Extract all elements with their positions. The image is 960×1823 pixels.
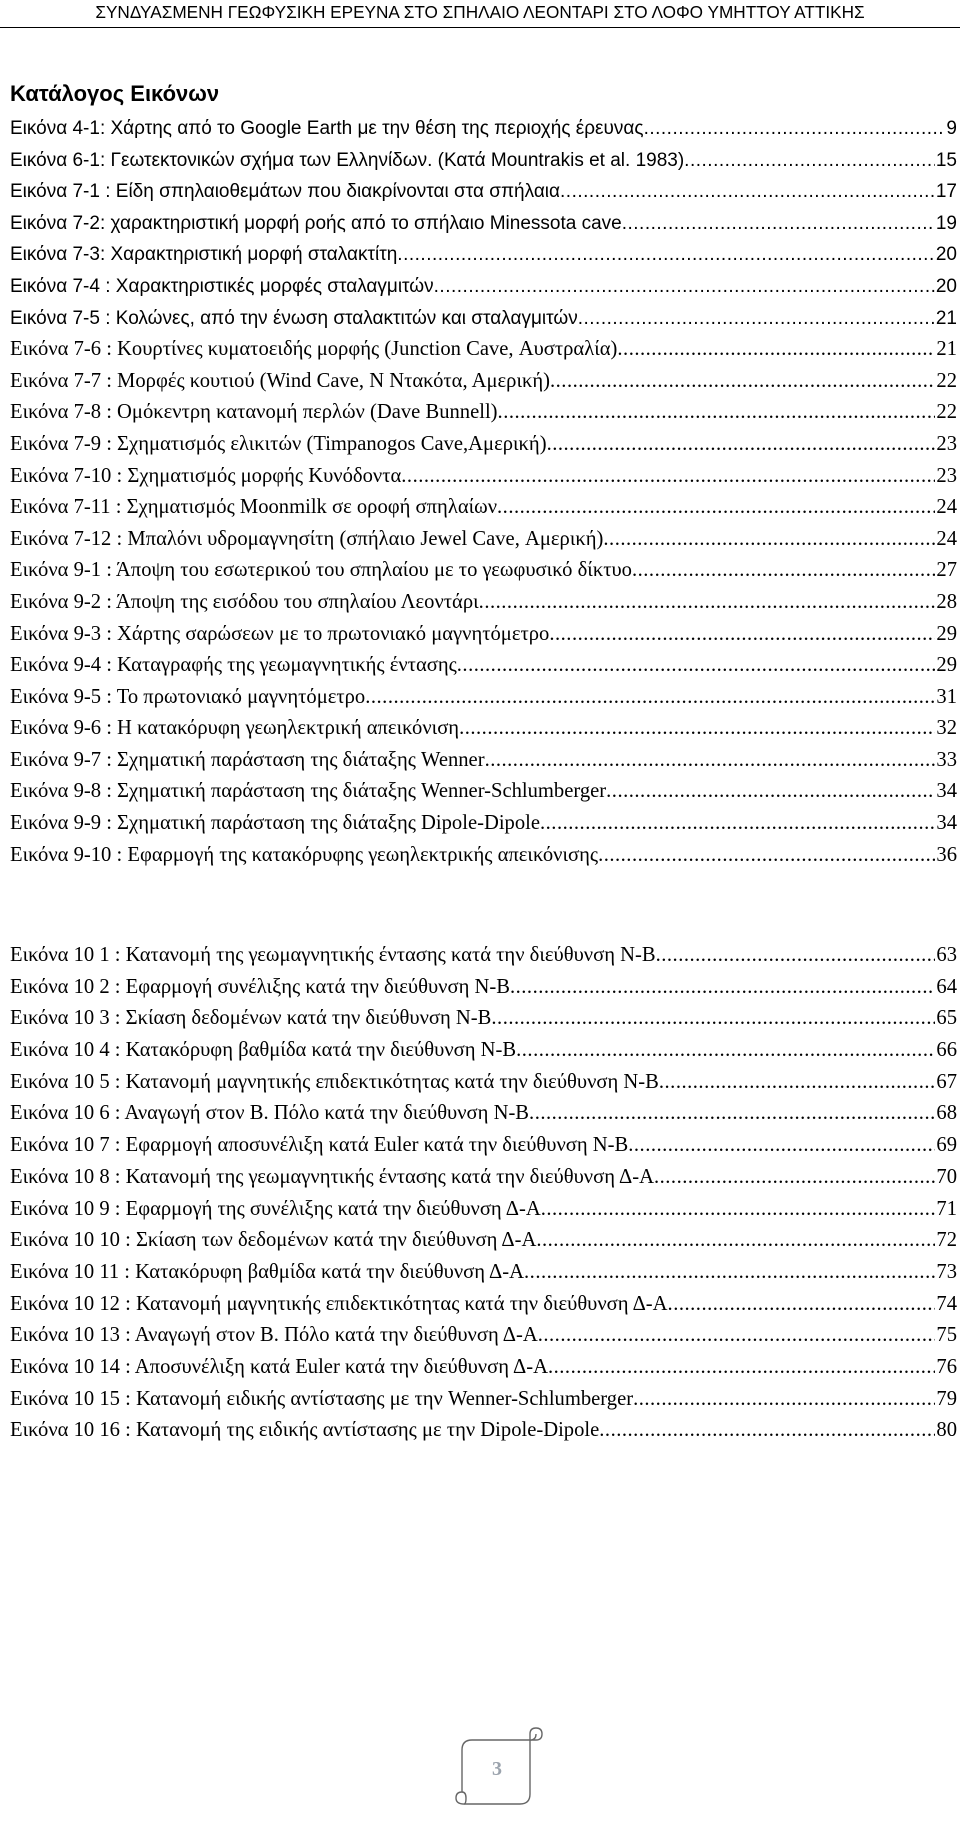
toc-entry[interactable]: [10, 1257, 957, 1289]
toc-entry-text: Εικόνα 10 13 : Αναγωγή στον Β. Πόλο κατά την διεύθυνση Δ-Α: [10, 1324, 538, 1347]
toc-entry-text: Εικόνα 7-4 : Χαρακτηριστικές μορφές σταλαγμιτών: [10, 275, 434, 297]
toc-entry-page: 20: [935, 244, 957, 266]
toc-dot-leader: [510, 974, 935, 1001]
toc-entry-text: Εικόνα 10 7 : Εφαρμογή αποσυνέλιξη κατά Euler κατά την διεύθυνση Ν-Β: [10, 1134, 629, 1157]
toc-dot-leader: [550, 368, 935, 395]
toc-entry[interactable]: [10, 940, 957, 972]
toc-dot-leader: [479, 589, 936, 616]
toc-entry[interactable]: [10, 113, 957, 145]
toc-entry[interactable]: [10, 972, 957, 1004]
toc-entry-text: Εικόνα 9-7 : Σχηματική παράσταση της διάταξης Wenner: [10, 748, 485, 771]
toc-entry-page: 19: [935, 212, 957, 234]
toc-entry-page: 36: [936, 843, 957, 866]
toc-entry[interactable]: [10, 208, 957, 240]
toc-entry-text: Εικόνα 7-12 : Μπαλόνι υδρομαγνησίτη (σπήλαιο Jewel Cave, Αμερική): [10, 527, 604, 550]
toc-entry-text: Εικόνα 7-1 : Είδη σπηλαιοθεμάτων που διακρίνονται στα σπήλαια: [10, 181, 561, 203]
toc-dot-leader: [656, 942, 936, 969]
toc-entry-text: Εικόνα 9-10 : Εφαρμογή της κατακόρυφης γεωηλεκτρικής απεικόνισης: [10, 843, 599, 866]
toc-entry-page: 27: [936, 559, 957, 582]
toc-entry[interactable]: [10, 619, 957, 651]
toc-dot-leader: [540, 810, 935, 837]
toc-entry[interactable]: [10, 776, 957, 808]
toc-entry[interactable]: [10, 524, 957, 556]
toc-dot-leader: [628, 1132, 935, 1159]
toc-entry-text: Εικόνα 9-9 : Σχηματική παράσταση της διάταξης Dipole-Dipole: [10, 812, 540, 835]
toc-dot-leader: [498, 399, 936, 426]
toc-entry-page: 22: [936, 369, 957, 392]
toc-entry-text: Εικόνα 10 16 : Κατανομή της ειδικής αντίστασης με την Dipole-Dipole: [10, 1419, 600, 1442]
toc-list-group-2: [10, 940, 957, 1447]
toc-entry[interactable]: [10, 682, 957, 714]
toc-dot-leader: [434, 273, 935, 300]
toc-dot-leader: [401, 463, 935, 490]
toc-entry-page: 63: [936, 944, 957, 966]
toc-entry-text: Εικόνα 9-8 : Σχηματική παράσταση της διάταξης Wenner-Schlumberger: [10, 780, 607, 803]
toc-dot-leader: [668, 1291, 936, 1318]
toc-entry[interactable]: [10, 1415, 957, 1447]
toc-entry-page: 20: [935, 275, 957, 297]
toc-entry[interactable]: [10, 1384, 957, 1416]
toc-dot-leader: [365, 684, 935, 711]
toc-entry-page: 34: [936, 780, 957, 803]
toc-entry[interactable]: [10, 1067, 957, 1099]
toc-entry[interactable]: [10, 429, 957, 461]
toc-entry-page: 68: [936, 1102, 957, 1125]
toc-entry-text: Εικόνα 10 2 : Εφαρμογή συνέλιξης κατά την διεύθυνση Ν-Β: [10, 975, 510, 998]
toc-entry[interactable]: [10, 840, 957, 872]
toc-dot-leader: [529, 1100, 935, 1127]
toc-entry-page: 34: [936, 812, 957, 835]
toc-entry-text: Εικόνα 7-2: χαρακτηριστική μορφή ροής από το σπήλαιο Minessota cave: [10, 212, 622, 234]
toc-entry-page: 70: [936, 1165, 957, 1188]
toc-entry-page: 73: [936, 1260, 957, 1283]
toc-entry-page: 76: [936, 1355, 957, 1378]
page-number-scroll: [450, 1724, 544, 1816]
toc-entry[interactable]: [10, 650, 957, 682]
toc-entry-page: 22: [936, 401, 957, 424]
toc-entry-text: Εικόνα 7-3: Χαρακτηριστική μορφή σταλακτίτη: [10, 244, 398, 266]
toc-dot-leader: [603, 526, 935, 553]
toc-entry-text: Εικόνα 6-1: Γεωτεκτονικών σχήμα των Ελληνίδων. (Κατά Mountrakis et al. 1983): [10, 149, 685, 171]
toc-entry-page: 24: [936, 527, 957, 550]
toc-entry[interactable]: [10, 587, 957, 619]
toc-entry[interactable]: [10, 1225, 957, 1257]
toc-list: [10, 113, 957, 871]
toc-entry-text: Εικόνα 10 8 : Κατανομή της γεωμαγνητικής έντασης κατά την διεύθυνση Δ-Α: [10, 1165, 654, 1188]
toc-entry[interactable]: [10, 271, 957, 303]
toc-entry[interactable]: [10, 1352, 957, 1384]
toc-entry[interactable]: [10, 1098, 957, 1130]
toc-entry-page: 17: [935, 181, 957, 203]
toc-dot-leader: [617, 336, 935, 363]
toc-entry-text: Εικόνα 10 12 : Κατανομή μαγνητικής επιδεκτικότητας κατά την διεύθυνση Δ-Α: [10, 1292, 668, 1315]
toc-entry-text: Εικόνα 9-3 : Χάρτης σαρώσεων με το πρωτονιακό μαγνητόμετρο: [10, 622, 550, 645]
toc-entry-page: 72: [936, 1229, 957, 1252]
toc-entry[interactable]: [10, 1130, 957, 1162]
toc-dot-leader: [549, 621, 935, 648]
toc-entry[interactable]: [10, 1003, 957, 1035]
toc-entry-page: 21: [936, 338, 957, 361]
toc-entry-page: 80: [936, 1419, 957, 1442]
toc-entry-text: Εικόνα 9-6 : Η κατακόρυφη γεωηλεκτρική απεικόνιση: [10, 717, 460, 740]
toc-entry-page: 21: [935, 307, 957, 329]
toc-entry[interactable]: [10, 1162, 957, 1194]
toc-entry-text: Εικόνα 7-10 : Σχηματισμός μορφής Κυνόδοντα: [10, 464, 402, 487]
toc-dot-leader: [659, 1069, 936, 1096]
toc-entry-page: 31: [936, 685, 957, 708]
toc-entry-page: 66: [936, 1039, 957, 1062]
toc-entry-page: 74: [936, 1292, 957, 1315]
toc-entry-page: 33: [936, 748, 957, 771]
toc-entry-text: Εικόνα 7-11 : Σχηματισμός Moonmilk σε οροφή σπηλαίων: [10, 496, 498, 519]
toc-dot-leader: [538, 1322, 936, 1349]
toc-dot-leader: [459, 715, 935, 742]
toc-entry-page: 79: [936, 1387, 957, 1410]
toc-entry-page: 29: [936, 654, 957, 677]
toc-entry-page: 23: [936, 432, 957, 455]
toc-entry[interactable]: [10, 1320, 957, 1352]
toc-dot-leader: [644, 115, 946, 142]
toc-dot-leader: [598, 842, 935, 869]
toc-entry-page: 9: [946, 118, 957, 139]
toc-entry-page: 69: [936, 1134, 957, 1157]
toc-entry-text: Εικόνα 9-5 : Το πρωτονιακό μαγνητόμετρο: [10, 685, 366, 708]
toc-entry-text: Εικόνα 7-6 : Κουρτίνες κυματοειδής μορφής (Junction Cave, Αυστραλία): [10, 338, 618, 361]
toc-entry[interactable]: [10, 461, 957, 493]
toc-entry[interactable]: [10, 1289, 957, 1321]
running-title: ΣΥΝΔΥΑΣΜΕΝΗ ΓΕΩΦΥΣΙΚΗ ΕΡΕΥΝΑ ΣΤΟ ΣΠΗΛΑΙΟ ΛΕΟΝΤΑΡΙ ΣΤΟ ΛΟΦΟ ΥΜΗΤΤΟΥ ΑΤΤΙΚΗΣ: [95, 2, 865, 22]
toc-dot-leader: [397, 241, 935, 268]
toc-dot-leader: [524, 1259, 935, 1286]
toc-entry[interactable]: [10, 492, 957, 524]
toc-entry-text: Εικόνα 10 11 : Κατακόρυφη βαθμίδα κατά την διεύθυνση Δ-Α: [10, 1260, 525, 1283]
toc-entry-page: 32: [936, 717, 957, 740]
toc-dot-leader: [633, 1386, 935, 1413]
toc-entry[interactable]: [10, 366, 957, 398]
toc-entry[interactable]: [10, 555, 957, 587]
running-header: [0, 0, 960, 32]
toc-entry-page: 24: [936, 496, 957, 519]
toc-dot-leader: [497, 494, 935, 521]
toc-entry-text: Εικόνα 10 9 : Εφαρμογή της συνέλιξης κατά την διεύθυνση Δ-Α: [10, 1197, 541, 1220]
toc-dot-leader: [548, 1354, 935, 1381]
toc-entry-page: 65: [936, 1007, 957, 1030]
toc-entry-page: 67: [936, 1070, 957, 1093]
toc-entry-text: Εικόνα 9-4 : Καταγραφής της γεωμαγνητικής έντασης: [10, 654, 457, 677]
toc-dot-leader: [560, 178, 935, 205]
toc-entry-page: 71: [936, 1197, 957, 1220]
toc-entry-text: Εικόνα 7-9 : Σχηματισμός ελικιτών (Timpanogos Cave,Αμερική): [10, 432, 547, 455]
toc-dot-leader: [632, 557, 935, 584]
toc-entry[interactable]: [10, 239, 957, 271]
toc-entry[interactable]: [10, 808, 957, 840]
toc-entry-page: 28: [936, 590, 957, 613]
toc-dot-leader: [457, 652, 936, 679]
toc-entry-text: Εικόνα 10 6 : Αναγωγή στον Β. Πόλο κατά την διεύθυνση Ν-Β: [10, 1102, 530, 1125]
toc-entry[interactable]: [10, 1035, 957, 1067]
toc-dot-leader: [654, 1164, 935, 1191]
toc-entry-page: 23: [936, 464, 957, 487]
toc-entry[interactable]: [10, 145, 957, 177]
toc-entry-text: Εικόνα 9-1 : Άποψη του εσωτερικού του σπηλαίου με το γεωφυσικό δίκτυο: [10, 559, 632, 582]
toc-dot-leader: [547, 431, 936, 458]
toc-entry-page: 75: [936, 1324, 957, 1347]
toc-dot-leader: [684, 147, 935, 174]
toc-entry[interactable]: [10, 176, 957, 208]
toc-entry-text: Εικόνα 7-8 : Ομόκεντρη κατανομή περλών (Dave Bunnell): [10, 401, 498, 424]
toc-entry-text: Εικόνα 10 10 : Σκίαση των δεδομένων κατά την διεύθυνση Δ-Α: [10, 1229, 537, 1252]
toc-entry-text: Εικόνα 9-2 : Άποψη της εισόδου του σπηλαίου Λεοντάρι: [10, 590, 479, 613]
toc-entry-text: Εικόνα 7-7 : Μορφές κουτιού (Wind Cave, Ν Ντακότα, Αμερική): [10, 369, 550, 392]
toc-entry-text: Εικόνα 10 15 : Κατανομή ειδικής αντίστασης με την Wenner-Schlumberger: [10, 1387, 634, 1410]
toc-entry[interactable]: [10, 303, 957, 335]
toc-dot-leader: [578, 305, 935, 332]
toc-dot-leader: [491, 1005, 935, 1032]
toc-dot-leader: [485, 747, 936, 774]
toc-entry[interactable]: [10, 745, 957, 777]
header-rule: [0, 27, 960, 28]
toc-dot-leader: [516, 1037, 935, 1064]
toc-entry-page: 15: [935, 149, 957, 171]
toc-dot-leader: [622, 210, 935, 237]
toc-entry-page: 29: [936, 622, 957, 645]
toc-entry[interactable]: [10, 713, 957, 745]
toc-entry-text: Εικόνα 10 4 : Κατακόρυφη βαθμίδα κατά την διεύθυνση Ν-Β: [10, 1039, 517, 1062]
toc-dot-leader: [541, 1196, 936, 1223]
toc-entry[interactable]: [10, 397, 957, 429]
toc-entry[interactable]: [10, 334, 957, 366]
toc-entry-text: Εικόνα 10 5 : Κατανομή μαγνητικής επιδεκτικότητας κατά την διεύθυνση Ν-Β: [10, 1070, 659, 1093]
toc-entry-text: Εικόνα 4-1: Χάρτης από το Google Earth με την θέση της περιοχής έρευνας: [10, 118, 644, 139]
toc-entry-text: Εικόνα 10 3 : Σκίαση δεδομένων κατά την διεύθυνση Ν-Β: [10, 1007, 492, 1030]
page-number: 3: [492, 1758, 502, 1780]
toc-dot-leader: [599, 1417, 935, 1444]
toc-entry-page: 64: [936, 975, 957, 998]
toc-entry-text: Εικόνα 10 1 : Κατανομή της γεωμαγνητικής έντασης κατά την διεύθυνση Ν-Β: [10, 944, 656, 966]
toc-title: Κατάλογος Εικόνων: [10, 81, 220, 106]
toc-dot-leader: [606, 778, 935, 805]
toc-entry-text: Εικόνα 10 14 : Αποσυνέλιξη κατά Euler κατά την διεύθυνση Δ-Α: [10, 1355, 548, 1378]
toc-entry[interactable]: [10, 1194, 957, 1226]
toc-entry-text: Εικόνα 7-5 : Κολώνες, από την ένωση σταλακτιτών και σταλαγμιτών: [10, 307, 578, 329]
toc-dot-leader: [536, 1227, 935, 1254]
